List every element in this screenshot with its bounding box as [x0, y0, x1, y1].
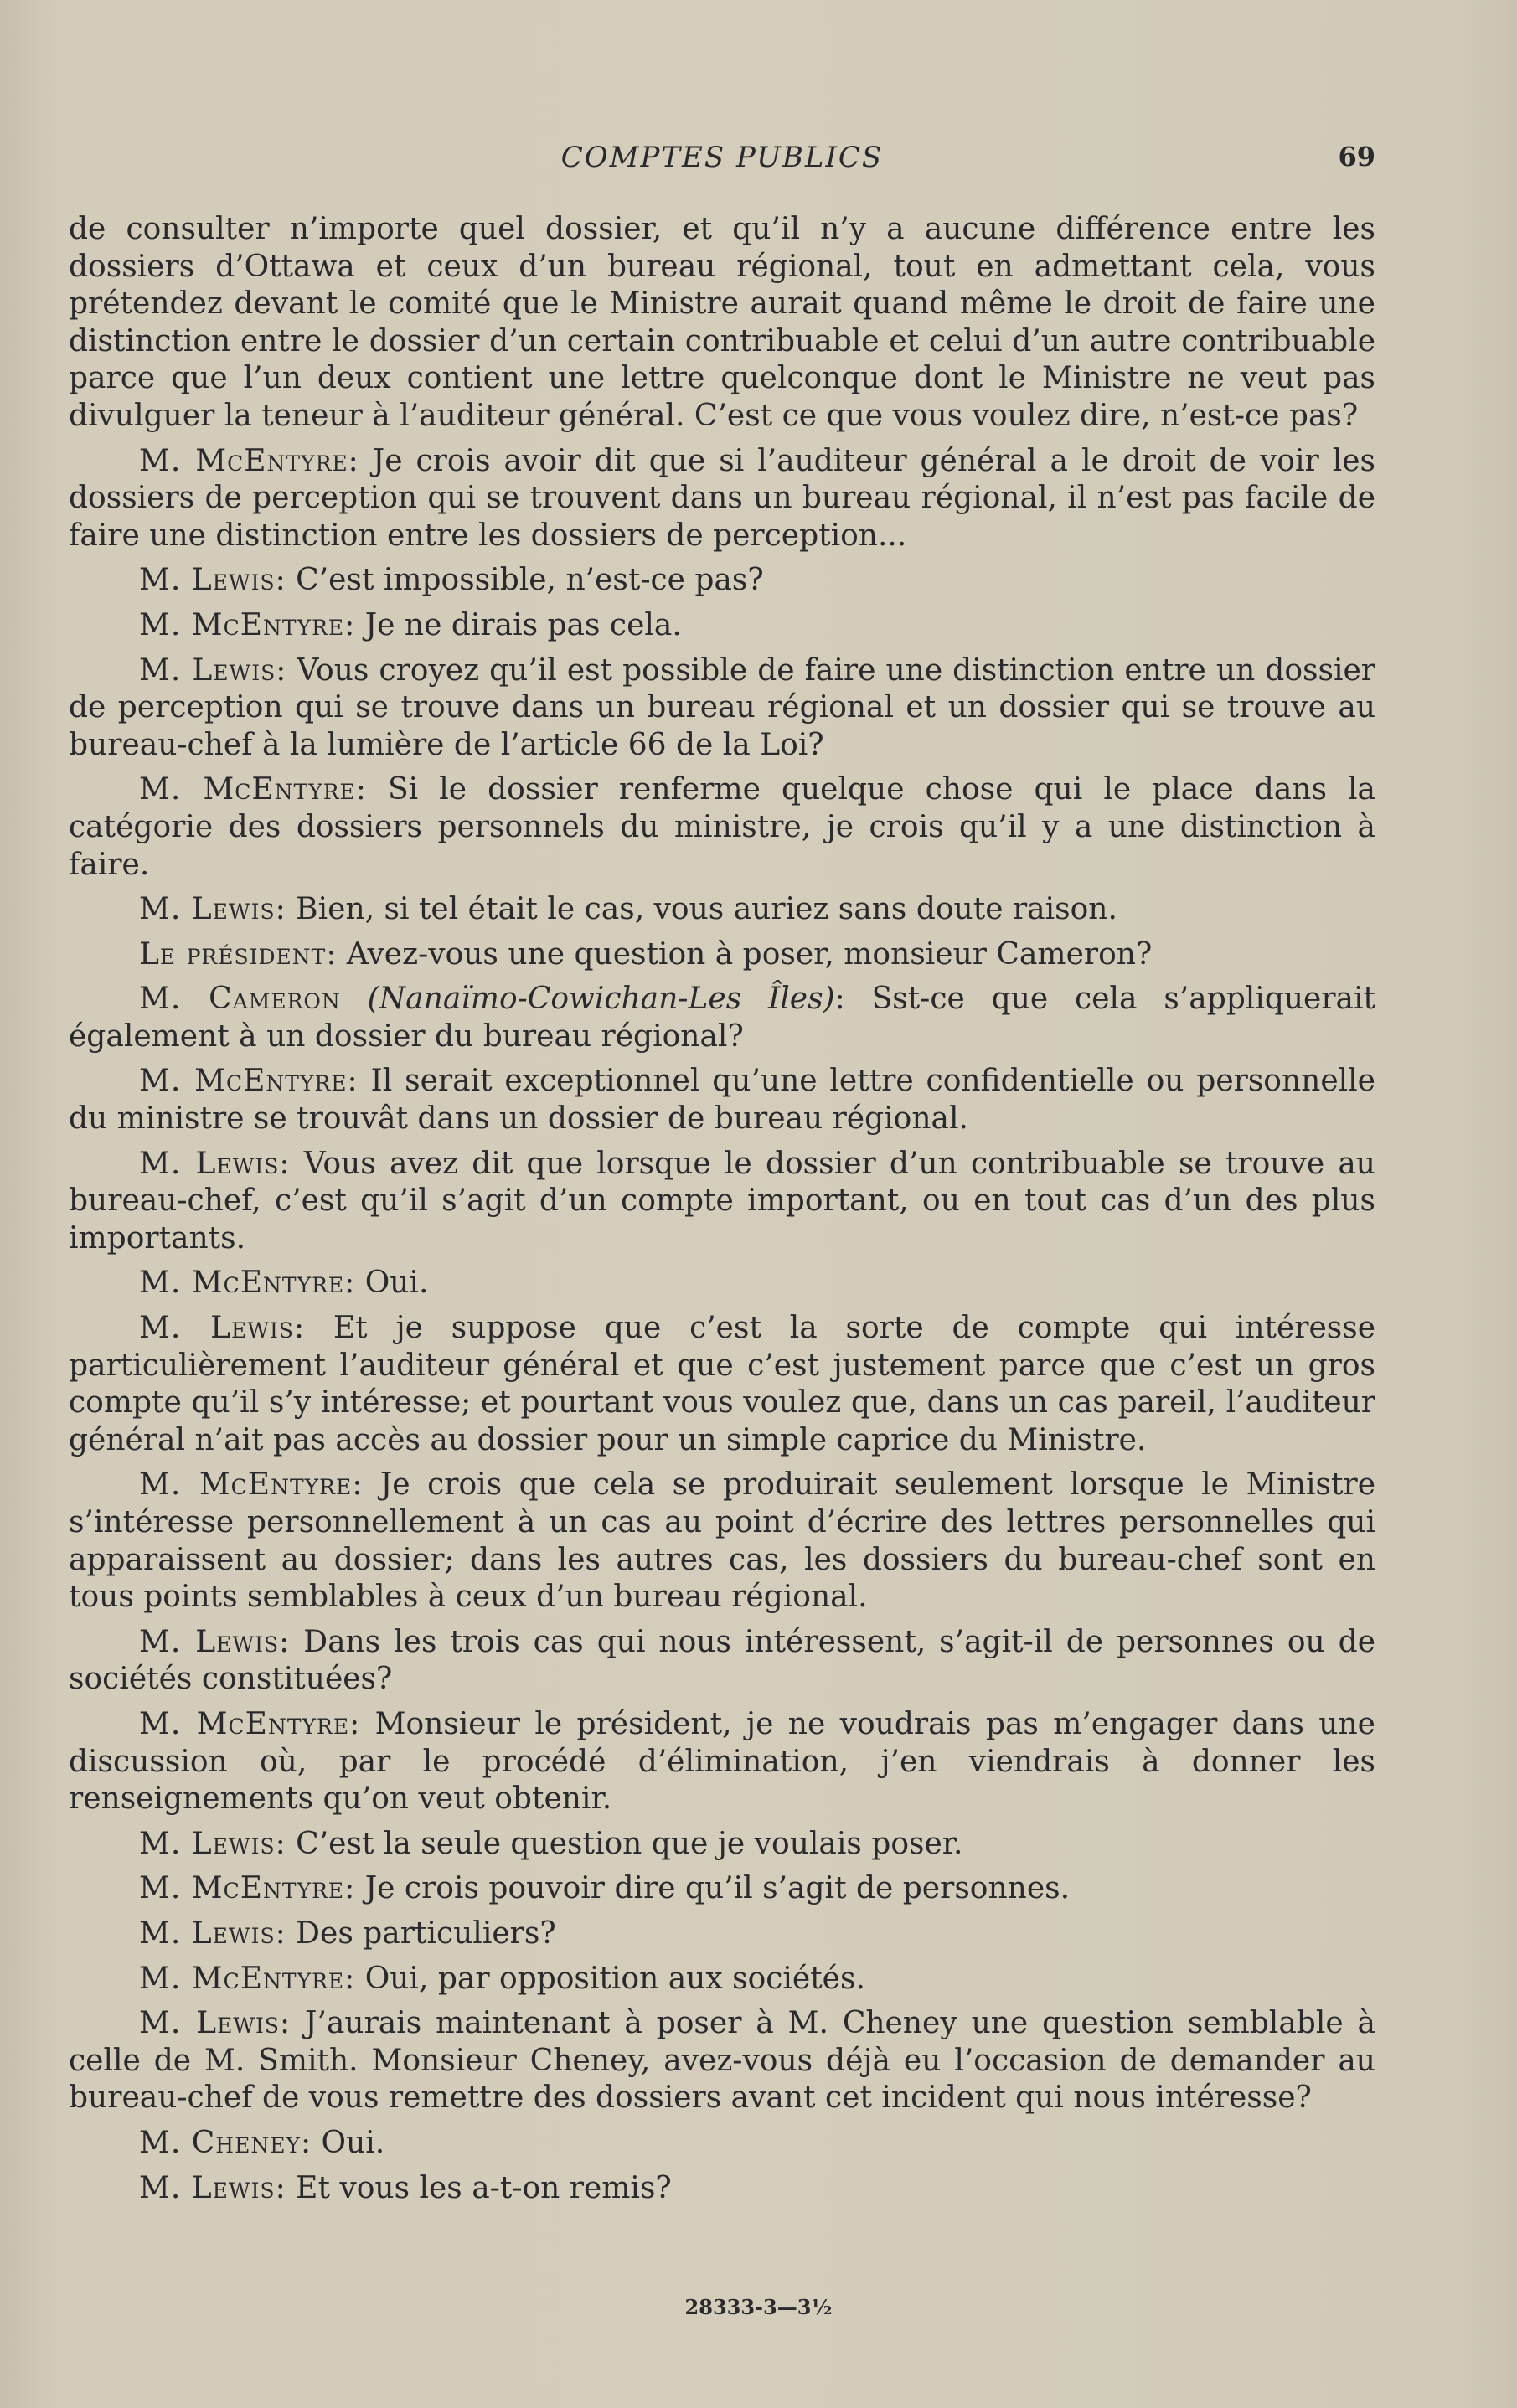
paragraph-text: de consulter n’importe quel dossier, et qu’il n’y a aucune différence entre les dossiers d’Ottawa et ceux d’un bureau régional, tout en admettant cela, vous prétendez devant le comité que le Ministre aurait quand même le droit de faire une distinction entre le dossier d’un certain contribuable et celui d’un autre contribuable parce que l’un deux contient une lettre quelconque dont le Ministre ne veut pas divulguer la teneur à l’auditeur général. C’est ce que vous voulez dire, n’est-ce pas? [69, 212, 1375, 433]
speaker: M. McEntyre: [139, 1706, 361, 1741]
paragraph [69, 2005, 1375, 2117]
speaker: M. McEntyre: [139, 607, 356, 642]
paragraph-text: Et vous les a-t-on remis? [286, 2170, 672, 2205]
paragraph-text: Vous croyez qu’il est possible de faire une distinction entre un dossier de perception qui se trouve dans un bureau régional et un dossier qui se trouve au bureau-chef à la lumière de l’article 66 de la Loi? [69, 652, 1375, 762]
speaker: M. Lewis: [139, 1146, 291, 1181]
paragraph-text: J’aurais maintenant à poser à M. Cheney une question semblable à celle de M. Smith. Monsieur Cheney, avez-vous déjà eu l’occasion de demander au bureau-chef de vous remettre des dossiers avant cet incident qui nous intéresse? [69, 2006, 1375, 2116]
paragraph [69, 607, 1375, 645]
paragraph [69, 1916, 1375, 1953]
speaker: M. Lewis: [139, 2170, 286, 2205]
page-number: 69 [1338, 141, 1375, 173]
paragraph-text: Je crois pouvoir dire qu’il s’agit de personnes. [355, 1871, 1071, 1906]
paragraph [69, 936, 1375, 974]
paragraph-text: Oui, par opposition aux sociétés. [355, 1961, 865, 1996]
paragraph [69, 981, 1375, 1055]
paragraph [69, 1624, 1375, 1699]
paragraph [69, 1467, 1375, 1616]
paragraph-text: C’est la seule question que je voulais poser. [286, 1826, 963, 1861]
printer-code: 28333-3—3½ [684, 2295, 833, 2319]
speaker: M. McEntyre: [139, 1064, 359, 1099]
paragraph-text: Je crois que cela se produirait seulement lorsque le Ministre s’intéresse personnellement à un cas au point d’écrire des lettres personnelles qui apparaissent au dossier; dans les autres cas, les dossiers du bureau-chef sont en tous points semblables à ceux d’un bureau régional. [69, 1467, 1375, 1615]
riding: (Nanaïmo-Cowichan-Les Îles) [340, 982, 835, 1017]
paragraph-text: C’est impossible, n’est-ce pas? [286, 563, 764, 598]
paragraph-text: Oui. [312, 2125, 385, 2160]
paragraph-text: Et je suppose que c’est la sorte de compte qui intéresse particulièrement l’auditeur général et que c’est justement parce que c’est un gros compte qu’il s’y intéresse; et pourtant vous voulez que, dans un cas pareil, l’auditeur général n’ait pas accès au dossier pour un simple caprice du Ministre. [69, 1311, 1375, 1457]
paragraph-text: Dans les trois cas qui nous intéressent, s’agit-il de personnes ou de sociétés constituées? [69, 1624, 1375, 1697]
paragraph [69, 1826, 1375, 1864]
paragraph [69, 1310, 1375, 1459]
paragraph [69, 1706, 1375, 1818]
speaker: M. McEntyre: [139, 772, 367, 807]
paragraph [69, 2170, 1375, 2208]
speaker: M. Lewis: [139, 892, 286, 927]
speaker: M. Lewis: [139, 652, 287, 688]
transcript-body [69, 211, 1375, 2215]
paragraph-text: Je ne dirais pas cela. [355, 607, 682, 642]
paragraph-text: Vous avez dit que lorsque le dossier d’un contribuable se trouve au bureau-chef, c’est qu’il s’agit d’un compte important, ou en tout cas d’un des plus importants. [69, 1146, 1375, 1256]
speaker: M. McEntyre: [139, 1467, 364, 1503]
paragraph [69, 891, 1375, 929]
speaker: M. Cheney: [139, 2125, 312, 2160]
paragraph [69, 1265, 1375, 1302]
paragraph-text: Il serait exceptionnel qu’une lettre confidentielle ou personnelle du ministre se trouvât dans un dossier de bureau régional. [69, 1064, 1375, 1137]
paragraph-text: Avez-vous une question à poser, monsieur Cameron? [337, 936, 1153, 972]
paragraph-text: : Sst-ce que cela s’appliquerait également à un dossier du bureau régional? [69, 982, 1376, 1054]
page-header [69, 141, 1375, 178]
speaker: M. Lewis: [139, 1916, 286, 1951]
paragraph [69, 562, 1375, 600]
paragraph [69, 1146, 1375, 1258]
paragraph [69, 1961, 1375, 1998]
paragraph [69, 652, 1375, 765]
speaker: M. Cameron [139, 982, 341, 1017]
speaker: M. McEntyre: [139, 1871, 356, 1906]
paragraph [69, 2125, 1375, 2163]
paragraph [69, 1063, 1375, 1137]
paragraph-text: Monsieur le président, je ne voudrais pas m’engager dans une discussion où, par le procédé d’élimination, j’en viendrais à donner les renseignements qu’on veut obtenir. [69, 1706, 1375, 1817]
paragraph [69, 211, 1375, 436]
paragraph-text: Oui. [355, 1266, 429, 1301]
speaker: Le président: [139, 936, 338, 972]
paragraph-text: Bien, si tel était le cas, vous auriez sans doute raison. [286, 892, 1117, 927]
speaker: M. Lewis: [139, 563, 286, 598]
paragraph-text: Des particuliers? [286, 1916, 556, 1951]
speaker: M. McEntyre: [139, 1961, 356, 1996]
speaker: M. Lewis: [139, 2006, 292, 2041]
speaker: M. McEntyre: [139, 443, 359, 478]
paragraph-text: Si le dossier renferme quelque chose qui le place dans la catégorie des dossiers personnels du ministre, je crois qu’il y a une distinction à faire. [69, 772, 1375, 882]
running-head: COMPTES PUBLICS [560, 141, 884, 174]
speaker: M. McEntyre: [139, 1266, 356, 1301]
speaker: M. Lewis: [139, 1311, 306, 1346]
paragraph [69, 1870, 1375, 1908]
paragraph [69, 771, 1375, 884]
speaker: M. Lewis: [139, 1624, 291, 1659]
paragraph-text: Je crois avoir dit que si l’auditeur général a le droit de voir les dossiers de perception qui se trouvent dans un bureau régional, il n’est pas facile de faire une distinction entre les dossiers de perception... [69, 443, 1375, 553]
speaker: M. Lewis: [139, 1826, 286, 1861]
paragraph [69, 443, 1375, 555]
